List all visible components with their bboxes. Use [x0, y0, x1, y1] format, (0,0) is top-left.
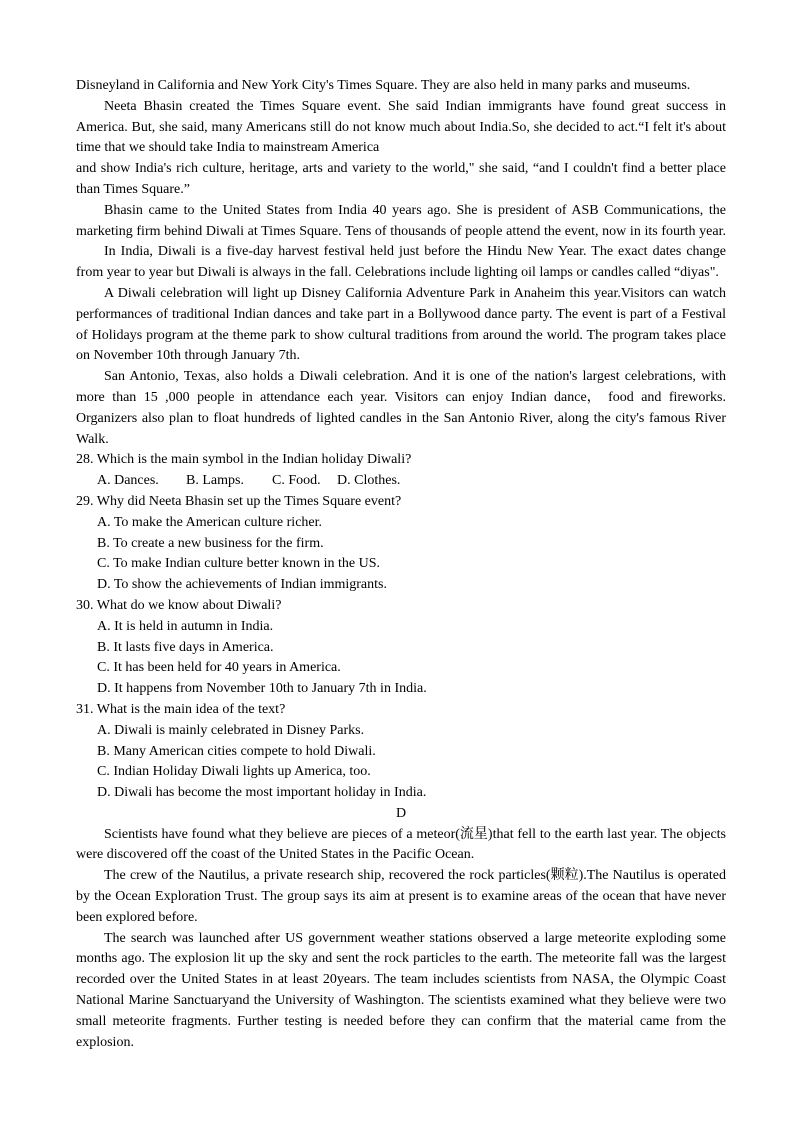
option-a: A. Diwali is mainly celebrated in Disney Parks.: [97, 722, 365, 738]
text-line: National Marine Sanctuaryand the University of Washington. The scientists examined what they believe were two: [76, 993, 726, 1009]
question-31: [76, 700, 726, 804]
question-stem: 30. What do we know about Diwali?: [76, 597, 282, 613]
option-c: C. Food.: [272, 473, 321, 489]
option-b: B. Many American cities compete to hold Diwali.: [97, 743, 376, 759]
text-line: months ago. The explosion lit up the sky and sent the rock particles to the earth. The meteorite fall was the largest: [76, 951, 726, 967]
text-line: marketing firm behind Diwali at Times Square. Tens of thousands of people attend the event, now in its fourth year.: [76, 223, 726, 239]
option-b: B. Lamps.: [186, 473, 244, 489]
question-28: [76, 450, 726, 492]
text-line: and show India's rich culture, heritage, arts and variety to the world," she said, “and I couldn't find a better place: [76, 161, 726, 177]
option-a: A. It is held in autumn in India.: [97, 618, 274, 634]
text-line: by the Ocean Exploration Trust. The group says its aim at present is to examine areas of the ocean that have never: [76, 889, 726, 905]
option-row: [97, 471, 726, 492]
text-line: recorded over the United States in at least 20years. The team includes scientists from NASA, the Olympic Coast: [76, 972, 726, 988]
option-b: B. To create a new business for the firm.: [97, 535, 324, 551]
text-line: small meteorite fragments. Further testing is needed before they can confirm that the material came from the: [76, 1013, 726, 1029]
text-line: In India, Diwali is a five-day harvest festival held just before the Hindu New Year. The exact dates change: [104, 244, 726, 260]
option-c: C. It has been held for 40 years in America.: [97, 660, 341, 676]
section-title: D: [395, 805, 407, 821]
question-30: [76, 596, 726, 700]
question-stem: 31. What is the main idea of the text?: [76, 701, 286, 717]
paragraph-2: [76, 97, 726, 201]
text-line: Scientists have found what they believe are pieces of a meteor(流星)that fell to the earth last year. The objects: [104, 826, 726, 842]
question-stem: 28. Which is the main symbol in the Indian holiday Diwali?: [76, 452, 412, 468]
option-b: B. It lasts five days in America.: [97, 639, 274, 655]
paragraph-1: [76, 825, 726, 867]
option-d: D. It happens from November 10th to January 7th in India.: [97, 681, 427, 697]
paragraph-4: [76, 242, 726, 284]
text-line: Bhasin came to the United States from India 40 years ago. She is president of ASB Communications, the: [104, 202, 726, 218]
option-a: A. To make the American culture richer.: [97, 514, 323, 530]
text-line: were discovered off the coast of the United States in the Pacific Ocean.: [76, 847, 475, 863]
text-line: A Diwali celebration will light up Disney California Adventure Park in Anaheim this year.Visitors can watch: [104, 285, 726, 301]
paragraph-3: [76, 201, 726, 243]
text-line: San Antonio, Texas, also holds a Diwali celebration. And it is one of the nation's largest celebrations, with: [104, 369, 726, 385]
option-d: D. Diwali has become the most important holiday in India.: [97, 785, 427, 801]
paragraph-2: [76, 866, 726, 928]
text-line: than Times Square.”: [76, 181, 190, 197]
paragraph-1: [76, 76, 726, 97]
text-line: Walk.: [76, 431, 109, 447]
text-line: more than 15 ,000 people in attendance each year. Visitors can enjoy Indian dance， food and fireworks.: [76, 389, 726, 405]
paragraph-6: [76, 367, 726, 450]
text-line: America. But, she said, many Americans still do not know much about India.So, she decided to act.“I felt it's about: [76, 119, 726, 135]
option-d: D. To show the achievements of Indian immigrants.: [97, 577, 387, 593]
question-29: [76, 492, 726, 596]
option-d: D. Clothes.: [337, 473, 401, 489]
text-line: Neeta Bhasin created the Times Square event. She said Indian immigrants have found great success in: [104, 98, 726, 114]
text-line: Organizers also plan to float hundreds of lighted candles in the San Antonio River, along the city's famous River: [76, 410, 726, 426]
passage-d: [76, 804, 726, 1054]
text-line: of Holidays program at the theme park to show cultural traditions from around the world. The program takes place: [76, 327, 726, 343]
text-line: from year to year but Diwali is always in the fall. Celebrations include lighting oil lamps or candles called “diyas".: [76, 265, 719, 281]
paragraph-3: [76, 929, 726, 1054]
option-c: C. Indian Holiday Diwali lights up America, too.: [97, 764, 371, 780]
text-line: performances of traditional Indian dances and take part in a Bollywood dance party. The event is part of a Festival: [76, 306, 726, 322]
text-line: explosion.: [76, 1034, 134, 1050]
text-line: The search was launched after US government weather stations observed a large meteorite exploding some: [104, 930, 726, 946]
paragraph-5: [76, 284, 726, 367]
option-c: C. To make Indian culture better known in the US.: [97, 556, 380, 572]
questions: [76, 450, 726, 804]
question-stem: 29. Why did Neeta Bhasin set up the Times Square event?: [76, 493, 402, 509]
text-line: The crew of the Nautilus, a private research ship, recovered the rock particles(颗粒).The Nautilus is operated: [104, 868, 726, 884]
text-line: time that we should take India to mainstream America: [76, 140, 380, 156]
text-line: been explored before.: [76, 909, 198, 925]
passage-c-continued: [76, 76, 726, 450]
text-line: on November 10th through January 7th.: [76, 348, 300, 364]
option-a: A. Dances.: [97, 473, 159, 489]
text-line: Disneyland in California and New York City's Times Square. They are also held in many parks and museums.: [76, 78, 691, 93]
